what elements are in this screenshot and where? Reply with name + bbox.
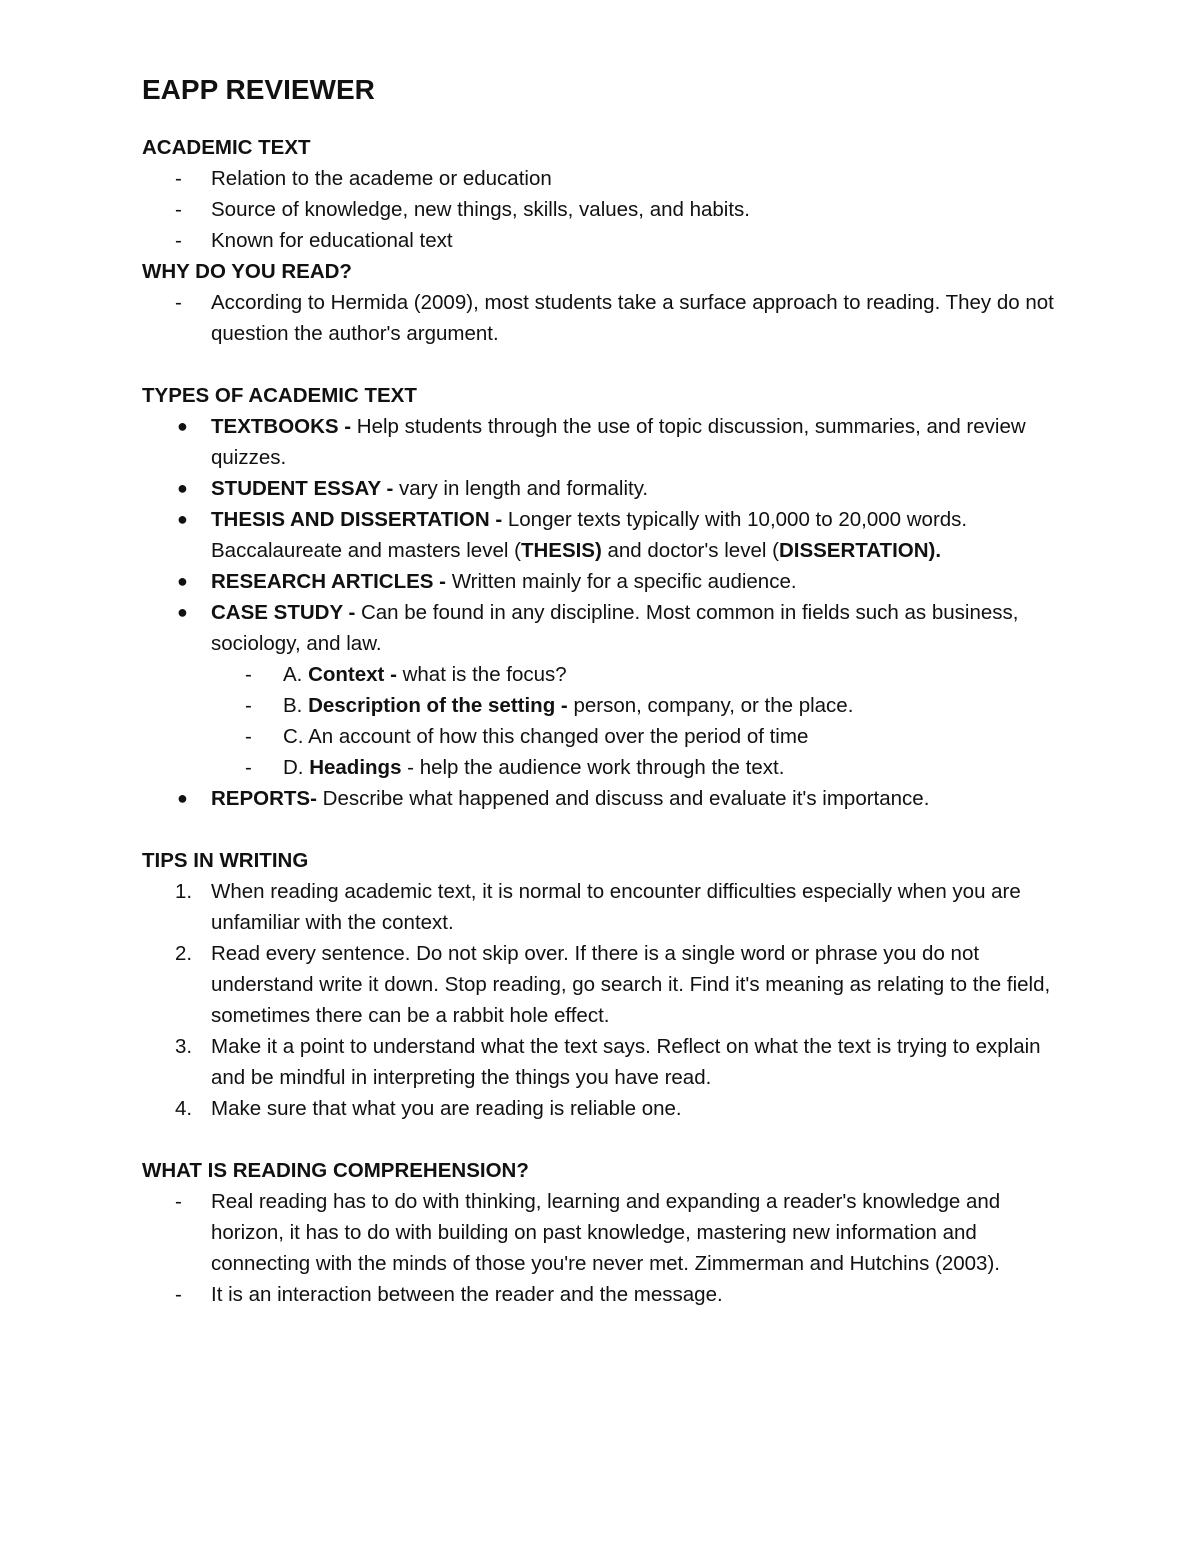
why-read-list	[142, 287, 1060, 349]
dash-marker: -	[175, 229, 182, 252]
bullet-icon: ●	[177, 509, 188, 529]
number-marker: 2.	[175, 942, 193, 965]
list-item: - According to Hermida (2009), most students take a surface approach to reading. They do not question the author's argument.	[142, 287, 1060, 349]
term: THESIS AND DISSERTATION -	[211, 508, 503, 531]
list-item: - It is an interaction between the reader and the message.	[142, 1279, 1060, 1310]
list-item-thesis: ● THESIS AND DISSERTATION - Longer texts typically with 10,000 to 20,000 words. Baccalaureate and masters level (THESIS) and doctor's level (DISSERTATION).	[142, 504, 1060, 566]
academic-text-list	[142, 163, 1060, 256]
list-item: 3. Make it a point to understand what the text says. Reflect on what the text is trying to explain and be mindful in interpreting the things you have read.	[142, 1031, 1060, 1093]
section-heading-tips: TIPS IN WRITING	[142, 849, 309, 872]
dash-marker: -	[175, 167, 182, 190]
bullet-icon: ●	[177, 602, 188, 622]
list-item-textbooks: ● TEXTBOOKS - Help students through the use of topic discussion, summaries, and review quizzes.	[142, 411, 1060, 473]
types-list	[142, 411, 1060, 814]
list-item: - Source of knowledge, new things, skills, values, and habits.	[142, 194, 1060, 225]
section-heading-why-read: WHY DO YOU READ?	[142, 260, 352, 283]
term: TEXTBOOKS -	[211, 415, 352, 438]
sub-item-headings: - D. Headings - help the audience work through the text.	[142, 752, 1060, 783]
dash-marker: -	[245, 725, 252, 748]
bullet-icon: ●	[177, 571, 188, 591]
section-heading-types: TYPES OF ACADEMIC TEXT	[142, 384, 417, 407]
sub-item-account: - C. An account of how this changed over the period of time	[142, 721, 1060, 752]
section-heading-comprehension: WHAT IS READING COMPREHENSION?	[142, 1159, 529, 1182]
list-item: 2. Read every sentence. Do not skip over. If there is a single word or phrase you do not understand write it down. Stop reading, go search it. Find it's meaning as relating to the field, sometimes there can be a rabbit hole effect.	[142, 938, 1060, 1031]
comprehension-list	[142, 1186, 1060, 1310]
list-item: - Known for educational text	[142, 225, 1060, 256]
term: STUDENT ESSAY -	[211, 477, 394, 500]
term: REPORTS-	[211, 787, 317, 810]
tips-list	[142, 876, 1060, 1124]
list-item-research: ● RESEARCH ARTICLES - Written mainly for a specific audience.	[142, 566, 1060, 597]
sub-item-setting: - B. Description of the setting - person, company, or the place.	[142, 690, 1060, 721]
dash-marker: -	[175, 291, 182, 314]
dash-marker: -	[245, 663, 252, 686]
list-item: 4. Make sure that what you are reading is reliable one.	[142, 1093, 1060, 1124]
term: CASE STUDY -	[211, 601, 356, 624]
dash-marker: -	[245, 694, 252, 717]
document-title: EAPP REVIEWER	[142, 74, 375, 105]
list-item-student-essay: ● STUDENT ESSAY - vary in length and formality.	[142, 473, 1060, 504]
bullet-icon: ●	[177, 788, 188, 808]
list-item-reports: ● REPORTS- Describe what happened and discuss and evaluate it's importance.	[142, 783, 1060, 814]
dash-marker: -	[175, 1190, 182, 1213]
sub-item-context: - A. Context - what is the focus?	[142, 659, 1060, 690]
list-item: - Real reading has to do with thinking, learning and expanding a reader's knowledge and horizon, it has to do with building on past knowledge, mastering new information and connecting with the minds of those you're never met. Zimmerman and Hutchins (2003).	[142, 1186, 1060, 1279]
list-item-case-study: ● CASE STUDY - Can be found in any discipline. Most common in fields such as business, sociology, and law.	[142, 597, 1060, 659]
bullet-icon: ●	[177, 478, 188, 498]
term: RESEARCH ARTICLES -	[211, 570, 446, 593]
dash-marker: -	[175, 1283, 182, 1306]
dash-marker: -	[175, 198, 182, 221]
list-item: 1. When reading academic text, it is normal to encounter difficulties especially when you are unfamiliar with the context.	[142, 876, 1060, 938]
dash-marker: -	[245, 756, 252, 779]
number-marker: 4.	[175, 1097, 193, 1120]
number-marker: 3.	[175, 1035, 193, 1058]
list-item: - Relation to the academe or education	[142, 163, 1060, 194]
number-marker: 1.	[175, 880, 193, 903]
bullet-icon: ●	[177, 416, 188, 436]
section-heading-academic-text: ACADEMIC TEXT	[142, 136, 311, 159]
